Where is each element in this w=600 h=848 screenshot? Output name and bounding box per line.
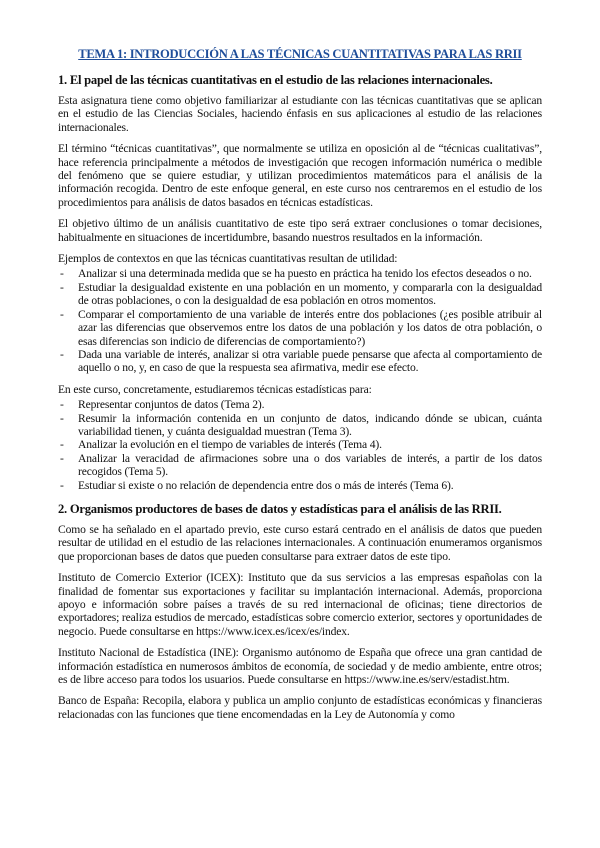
section-1-heading: 1. El papel de las técnicas cuantitativas en el estudio de las relaciones internacionales. bbox=[58, 73, 493, 87]
section-1-paragraph-1: Esta asignatura tiene como objetivo familiarizar al estudiante con las técnicas cuantitativas que se aplican en el estudio de las Ciencias Sociales, haciendo énfasis en sus aplicaciones al estudio de las relaciones internacionales. bbox=[58, 94, 542, 134]
section-2-paragraph-banco-espana: Banco de España: Recopila, elabora y publica un amplio conjunto de estadísticas económicas y financieras relacionadas con las funciones que tiene encomendadas en la Ley de Autonomía y como bbox=[58, 694, 542, 721]
course-intro: En este curso, concretamente, estudiaremos técnicas estadísticas para: bbox=[58, 382, 372, 396]
section-1-paragraph-2: El término “técnicas cuantitativas”, que normalmente se utiliza en oposición al de “técnicas cualitativas”, hace referencia principalmente a métodos de investigación que recogen información numérica o medible del fenómeno que se quiere estudiar, y utilizan procedimientos matemáticos para el análisis de la información recogida. Dentro de este enfoque general, en este curso nos centraremos en el estudio de los procedimientos para análisis de datos basados en técnicas estadísticas. bbox=[58, 142, 542, 209]
section-2-paragraph-ine: Instituto Nacional de Estadística (INE): Organismo autónomo de España que ofrece una gran cantidad de información estadística en numerosos ámbitos de economía, de sociedad y de medio ambiente, entre otros; es de libre acceso para todos los usuarios. Puede consultarse en https://www.ine.es/serv/estadist.htm. bbox=[58, 646, 542, 687]
list-item: - Resumir la información contenida en un conjunto de datos, indicando dónde se ubican, cuánta variabilidad tienen, y cuánta desigualdad muestran (Tema 3). bbox=[58, 412, 542, 439]
document-title: TEMA 1: INTRODUCCIÓN A LAS TÉCNICAS CUANTITATIVAS PARA LAS RRII bbox=[78, 47, 522, 61]
examples-intro: Ejemplos de contextos en que las técnicas cuantitativas resultan de utilidad: bbox=[58, 252, 398, 266]
section-2-heading: 2. Organismos productores de bases de datos y estadísticas para el análisis de las RRII. bbox=[58, 501, 502, 516]
list-item: - Estudiar la desigualdad existente en una población en un momento, y compararla con la desigualdad de otras poblaciones, o con la desigualdad de esa población en otros momentos. bbox=[58, 281, 542, 308]
section-2-paragraph-icex: Instituto de Comercio Exterior (ICEX): Instituto que da sus servicios a las empresas españolas con la finalidad de fomentar sus exportaciones y facilitar su implantación internacional. Además, proporciona apoyo e información sobre países a través de su red internacional de oficinas; tiene directorios de exportadores; realiza estudios de mercado, estadísticas sobre comercio exterior, sectores y oportunidades de negocio. Puede consultarse en https://www.icex.es/icex/es/index. bbox=[58, 571, 542, 638]
list-item: - Analizar si una determinada medida que se ha puesto en práctica ha tenido los efectos deseados o no. bbox=[58, 267, 542, 280]
list-item: - Comparar el comportamiento de una variable de interés entre dos poblaciones (¿es posible atribuir al azar las diferencias que observemos entre los datos de una población y los datos de otra población, o esas diferencias son indicio de diferencias de comportamiento?) bbox=[58, 308, 542, 348]
section-1-paragraph-3: El objetivo último de un análisis cuantitativo de este tipo será extraer conclusiones o tomar decisiones, habitualmente en situaciones de incertidumbre, basando nuestros resultados en la información. bbox=[58, 217, 542, 244]
list-item: - Representar conjuntos de datos (Tema 2). bbox=[58, 398, 542, 411]
examples-list bbox=[58, 267, 542, 374]
course-topics-list bbox=[58, 398, 542, 492]
list-item: - Dada una variable de interés, analizar si otra variable puede pensarse que afecta al comportamiento de aquello o no, y, en caso de que la respuesta sea afirmativa, medir ese efecto. bbox=[58, 348, 542, 375]
section-2-paragraph-1: Como se ha señalado en el apartado previo, este curso estará centrado en el análisis de datos que pueden resultar de utilidad en el estudio de las relaciones internacionales. A continuación enumeramos organismos que proporcionan bases de datos que pueden consultarse para extraer datos de este tipo. bbox=[58, 522, 542, 563]
list-item: - Analizar la evolución en el tiempo de variables de interés (Tema 4). bbox=[58, 438, 542, 451]
list-item: - Estudiar si existe o no relación de dependencia entre dos o más de interés (Tema 6). bbox=[58, 479, 542, 492]
list-item: - Analizar la veracidad de afirmaciones sobre una o dos variables de interés, a partir de los datos recogidos (Tema 5). bbox=[58, 452, 542, 479]
